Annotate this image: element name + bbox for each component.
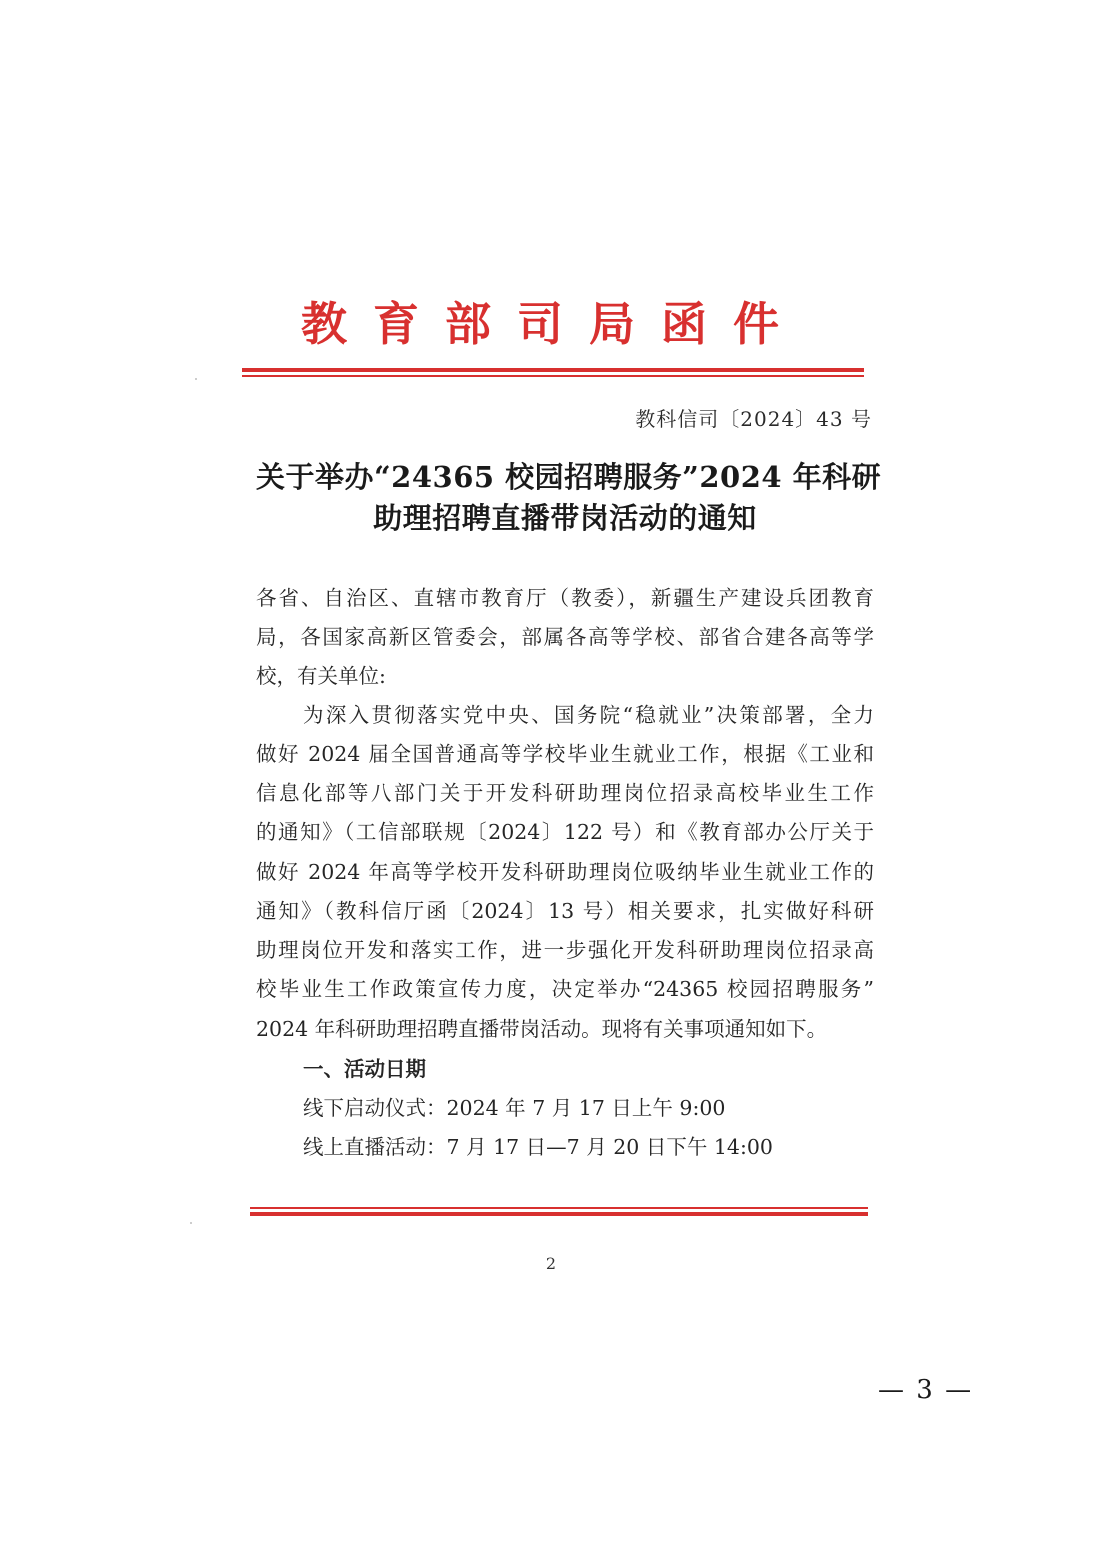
addressee-line-2: 局，各国家高新区管委会，部属各高等学校、部省合建各高等学 [256, 625, 874, 649]
scan-speck [195, 378, 197, 380]
header-red-rule-thick [242, 368, 864, 372]
paragraph1-line-8: 校毕业生工作政策宣传力度，决定举办“24365 校园招聘服务” [256, 977, 874, 1001]
inner-page-number: 2 [545, 1254, 557, 1273]
section1-line-2: 线上直播活动：7 月 17 日—7 月 20 日下午 14:00 [303, 1135, 773, 1159]
document-title-line-1: 关于举办“24365 校园招聘服务”2024 年科研 [256, 460, 882, 494]
letterhead-title: 教育部司局函件 [301, 297, 805, 351]
paragraph1-line-4: 的通知》（工信部联规〔2024〕122 号）和《教育部办公厅关于 [256, 820, 874, 844]
paragraph1-line-6: 通知》（教科信厅函〔2024〕13 号）相关要求，扎实做好科研 [256, 899, 874, 923]
outer-page-number: — 3 — [878, 1375, 974, 1405]
section1-heading: 一、活动日期 [303, 1057, 426, 1081]
footer-red-rule-thick [250, 1212, 868, 1216]
paragraph1-line-2: 做好 2024 届全国普通高等学校毕业生就业工作，根据《工业和 [256, 742, 874, 766]
section1-line-1: 线下启动仪式：2024 年 7 月 17 日上午 9:00 [303, 1096, 726, 1120]
paragraph1-line-9: 2024 年科研助理招聘直播带岗活动。现将有关事项通知如下。 [256, 1017, 828, 1041]
paragraph1-line-7: 助理岗位开发和落实工作，进一步强化开发科研助理岗位招录高 [256, 938, 874, 962]
addressee-line-3: 校，有关单位: [256, 664, 386, 688]
header-red-rule-thin [242, 375, 864, 377]
addressee-line-1: 各省、自治区、直辖市教育厅（教委），新疆生产建设兵团教育 [256, 586, 874, 610]
document-number: 教科信司〔2024〕43 号 [635, 407, 872, 431]
paragraph1-line-3: 信息化部等八部门关于开发科研助理岗位招录高校毕业生工作 [256, 781, 874, 805]
paragraph1-line-5: 做好 2024 年高等学校开发科研助理岗位吸纳毕业生就业工作的 [256, 860, 874, 884]
document-title-line-2: 助理招聘直播带岗活动的通知 [373, 501, 757, 535]
paragraph1-line-1: 为深入贯彻落实党中央、国务院“稳就业”决策部署，全力 [303, 703, 874, 727]
scan-speck [190, 1222, 192, 1224]
footer-red-rule-thin [250, 1207, 868, 1209]
